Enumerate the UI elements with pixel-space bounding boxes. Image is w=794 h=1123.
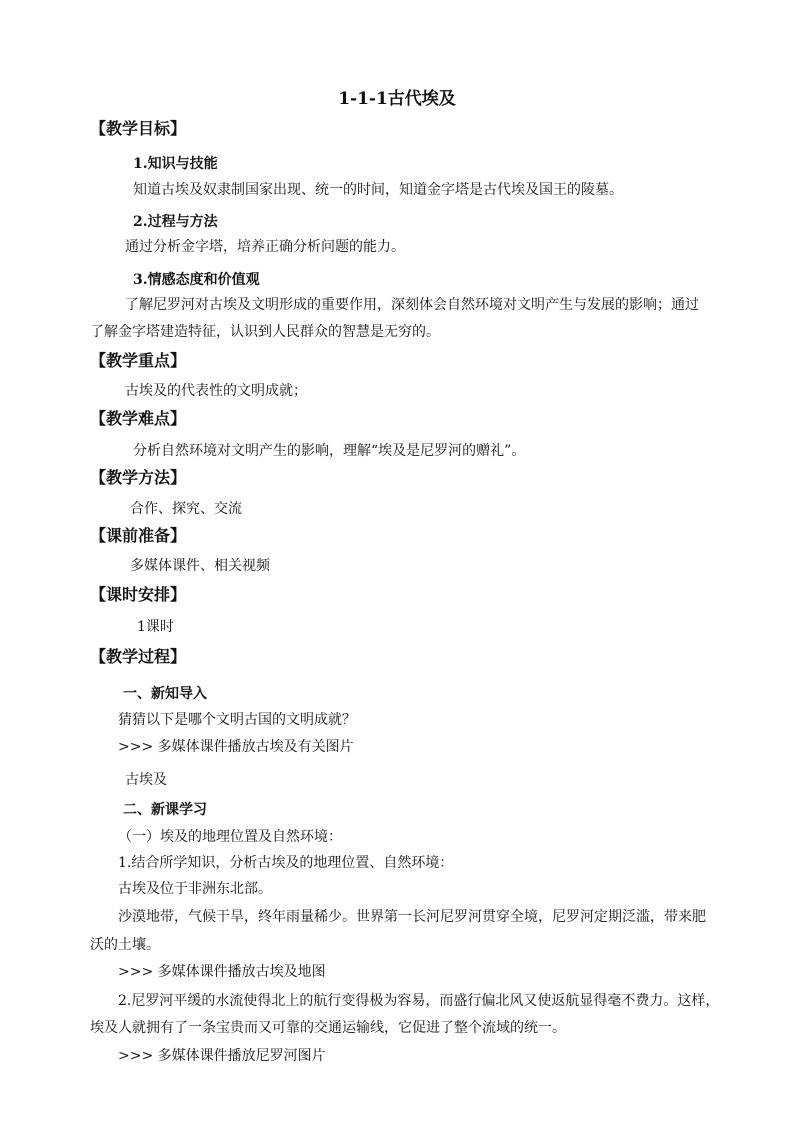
process-nile-line1: 2.尼罗河平缓的水流使得北上的航行变得极为容易，而盛行偏北风又使返航显得毫不费力。这样， (118, 993, 720, 1009)
section-teaching-process: 【教学过程】 (90, 647, 187, 666)
process-geography-location: 古埃及位于非洲东北部。 (118, 881, 272, 897)
goal-values-heading: 3.情感态度和价值观 (133, 272, 260, 288)
goal-knowledge-text: 知道古埃及奴隶制国家出现、统一的时间，知道金字塔是古代埃及国王的陵墓。 (133, 182, 623, 198)
goal-knowledge-heading: 1.知识与技能 (133, 156, 218, 172)
key-points-text: 古埃及的代表性的文明成就； (125, 383, 307, 399)
teaching-method-text: 合作、探究、交流 (130, 501, 242, 517)
class-hours-text: 1课时 (137, 619, 174, 635)
section-difficulties: 【教学难点】 (90, 409, 187, 428)
section-teaching-method: 【教学方法】 (90, 468, 187, 487)
process-intro-answer: 古埃及 (125, 772, 167, 788)
section-preparation: 【课前准备】 (90, 526, 187, 545)
process-geography-env-line1: 沙漠地带，气候干旱，终年雨量稀少。世界第一长河尼罗河贯穿全境，尼罗河定期泛滥，带来肥 (118, 909, 706, 925)
process-intro-question: 猜猜以下是哪个文明古国的文明成就？ (118, 712, 356, 728)
process-intro-media: >>> 多媒体课件播放古埃及有关图片 (118, 739, 354, 755)
process-geography-env-line2: 沃的土壤。 (90, 937, 160, 953)
process-geography-task: 1.结合所学知识，分析古埃及的地理位置、自然环境： (118, 855, 454, 871)
goal-process-text: 通过分析金字塔，培养正确分析问题的能力。 (125, 239, 405, 255)
process-geography-media: >>> 多媒体课件播放古埃及地图 (118, 964, 326, 980)
preparation-text: 多媒体课件、相关视频 (130, 558, 270, 574)
process-new-lesson-heading: 二、新课学习 (123, 802, 207, 818)
difficulties-text: 分析自然环境对文明产生的影响，理解“埃及是尼罗河的赠礼”。 (133, 443, 526, 459)
process-nile-line2: 埃及人就拥有了一条宝贵而又可靠的交通运输线，它促进了整个流域的统一。 (90, 1020, 566, 1036)
goal-values-text-line1: 了解尼罗河对古埃及文明形成的重要作用，深刻体会自然环境对文明产生与发展的影响；通过 (125, 297, 699, 313)
section-key-points: 【教学重点】 (90, 351, 187, 370)
process-nile-media: >>> 多媒体课件播放尼罗河图片 (118, 1048, 326, 1064)
section-class-hours: 【课时安排】 (90, 585, 187, 604)
section-teaching-goals: 【教学目标】 (90, 119, 187, 138)
goal-process-heading: 2.过程与方法 (133, 214, 218, 230)
page-title: 1-1-1古代埃及 (338, 89, 456, 109)
goal-values-text-line2: 了解金字塔建造特征，认识到人民群众的智慧是无穷的。 (90, 324, 440, 340)
process-intro-heading: 一、新知导入 (123, 686, 207, 702)
process-geography-heading: （一）埃及的地理位置及自然环境： (118, 829, 342, 845)
